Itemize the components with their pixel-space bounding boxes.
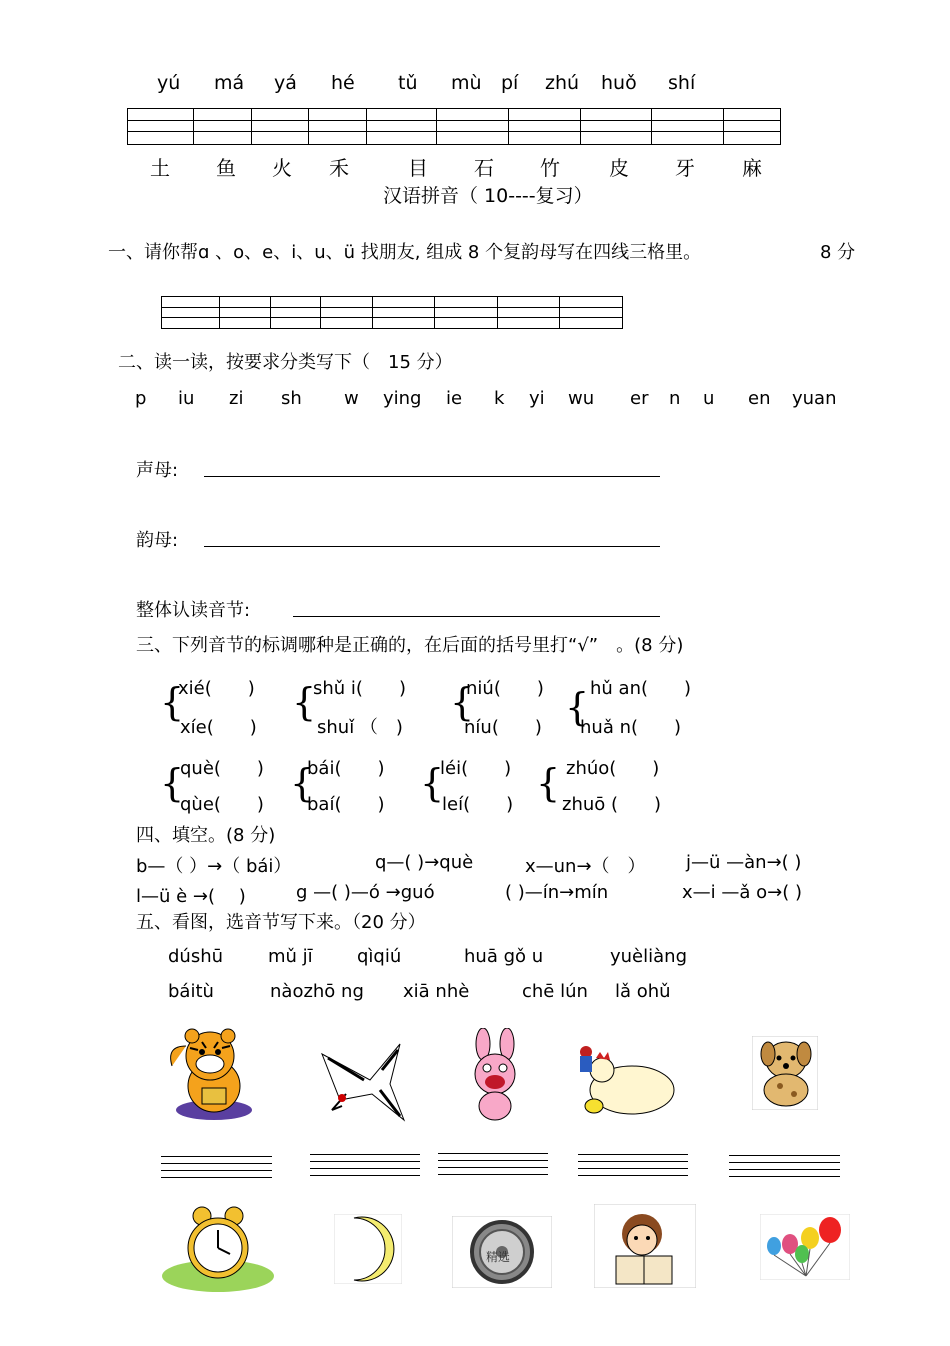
alarm-clock-picture <box>160 1204 276 1292</box>
label-yunmu: 韵母: <box>136 530 179 551</box>
answer-lines[interactable] <box>161 1156 272 1178</box>
syllable-12: n <box>669 388 681 409</box>
pinyin-3: yá <box>274 72 297 94</box>
syllable-14: en <box>748 388 771 409</box>
syllable-3: zi <box>229 388 244 409</box>
q1-score: 8 分 <box>820 242 856 263</box>
brace: { <box>450 680 475 724</box>
option[interactable]: niú( ) <box>466 678 544 699</box>
brace: { <box>292 680 317 724</box>
brace: { <box>420 761 445 805</box>
option[interactable]: xié( ) <box>178 678 255 699</box>
answer-line-yunmu[interactable] <box>204 546 660 547</box>
fill-item[interactable]: j—ü —àn→( ) <box>686 852 802 873</box>
option[interactable]: zhuō ( ) <box>562 794 662 815</box>
brace: { <box>160 761 185 805</box>
word-option: nàozhō ng <box>270 981 364 1002</box>
pinyin-1: yú <box>157 72 181 94</box>
page-title: 汉语拼音（ 10----复习） <box>383 185 593 207</box>
option[interactable]: què( ) <box>180 758 264 779</box>
pinyin-5: tǔ <box>398 72 418 94</box>
syllable-11: er <box>630 388 649 409</box>
syllable-13: u <box>703 388 715 409</box>
word-option: xiā nhè <box>403 981 470 1002</box>
option[interactable]: qùe( ) <box>180 794 264 815</box>
fill-item[interactable]: x—un→（ ） <box>525 856 646 877</box>
answer-lines[interactable] <box>310 1154 420 1176</box>
word-option: lǎ ohǔ <box>615 981 671 1002</box>
answer-lines[interactable] <box>438 1153 548 1175</box>
option[interactable]: leí( ) <box>442 794 514 815</box>
answer-lines[interactable] <box>578 1154 688 1176</box>
pinyin-7: pí <box>501 72 519 94</box>
tiger-picture <box>162 1026 266 1124</box>
syllable-5: w <box>344 388 359 409</box>
option[interactable]: zhúo( ) <box>566 758 660 779</box>
syllable-6: ying <box>383 388 422 409</box>
word-option: báitù <box>168 981 214 1002</box>
option[interactable]: xíe( ) <box>180 717 257 738</box>
syllable-7: ie <box>446 388 463 409</box>
brace: { <box>565 685 590 729</box>
hanzi-10: 麻 <box>742 156 762 180</box>
word-option: mǔ jī <box>268 946 313 967</box>
hanzi-8: 皮 <box>609 156 629 180</box>
q1-instruction: 一、请你帮ɑ 、o、e、i、u、ü 找朋友, 组成 8 个复韵母写在四线三格里。 <box>108 242 702 263</box>
syllable-9: yi <box>529 388 545 409</box>
fill-item[interactable]: l—ü è →( ) <box>136 886 246 907</box>
reading-girl-picture <box>594 1204 696 1288</box>
pinyin-10: shí <box>668 72 696 94</box>
hanzi-3: 火 <box>272 156 292 180</box>
word-option: chē lún <box>522 981 588 1002</box>
brace: { <box>160 680 185 724</box>
word-option: dúshū <box>168 946 224 967</box>
word-option: qìqiú <box>357 946 402 967</box>
hen-picture <box>576 1034 676 1120</box>
option[interactable]: bái( ) <box>307 758 385 779</box>
option[interactable]: léi( ) <box>440 758 512 779</box>
option[interactable]: huǎ n( ) <box>580 717 682 738</box>
hanzi-7: 竹 <box>540 156 560 180</box>
hanzi-1: 土 <box>150 156 170 180</box>
top-writing-grid[interactable] <box>127 108 781 145</box>
answer-line-shengmu[interactable] <box>204 476 660 477</box>
label-shengmu: 声母: <box>136 460 179 481</box>
q3-instruction: 三、下列音节的标调哪种是正确的，在后面的括号里打“√” 。(8 分) <box>136 635 684 656</box>
syllable-15: yuan <box>792 388 837 409</box>
fill-item[interactable]: q—( )→què <box>375 852 474 873</box>
q4-instruction: 四、填空。(8 分) <box>136 825 276 846</box>
q5-instruction: 五、看图，选音节写下来。（20 分） <box>136 912 426 933</box>
syllable-10: wu <box>568 388 595 409</box>
hanzi-4: 禾 <box>329 156 349 180</box>
hanzi-6: 石 <box>474 156 494 180</box>
rabbit-picture <box>463 1028 527 1122</box>
crane-picture <box>320 1040 408 1124</box>
pinyin-4: hé <box>331 72 355 94</box>
fill-item[interactable]: b—（ ）→（ bái） <box>136 856 292 877</box>
hanzi-9: 牙 <box>675 156 695 180</box>
syllable-1: p <box>135 388 147 409</box>
brace: { <box>290 761 315 805</box>
pinyin-8: zhú <box>545 72 580 94</box>
pinyin-2: má <box>214 72 245 94</box>
pinyin-6: mù <box>451 72 482 94</box>
option[interactable]: baí( ) <box>307 794 385 815</box>
option[interactable]: hǔ an( ) <box>590 678 692 699</box>
hanzi-5: 目 <box>408 156 428 180</box>
fill-item[interactable]: ( )—ín→mín <box>505 882 609 903</box>
balloons-picture <box>760 1214 850 1280</box>
pinyin-9: huǒ <box>601 72 637 94</box>
stamp-text: 精选 <box>486 1250 511 1264</box>
fill-item[interactable]: g —( )—ó →guó <box>296 882 435 903</box>
syllable-4: sh <box>281 388 302 409</box>
label-zhengti: 整体认读音节: <box>136 600 251 621</box>
fill-item[interactable]: x—i —ǎ o→( ) <box>682 882 802 903</box>
puppy-picture <box>752 1036 818 1110</box>
option[interactable]: níu( ) <box>464 717 542 738</box>
syllable-2: iu <box>178 388 195 409</box>
option[interactable]: shǔ i( ) <box>313 678 406 699</box>
q1-writing-grid[interactable] <box>161 296 623 329</box>
answer-line-zhengti[interactable] <box>293 616 660 617</box>
syllable-8: k <box>494 388 505 409</box>
answer-lines[interactable] <box>729 1155 840 1177</box>
hanzi-2: 鱼 <box>216 156 236 180</box>
word-option: huā gǒ u <box>464 946 544 967</box>
word-option: yuèliàng <box>610 946 688 967</box>
option[interactable]: shuǐ （ ) <box>317 717 403 738</box>
moon-picture <box>334 1214 402 1284</box>
q2-instruction: 二、读一读，按要求分类写下（ 15 分） <box>118 352 453 373</box>
brace: { <box>536 761 561 805</box>
